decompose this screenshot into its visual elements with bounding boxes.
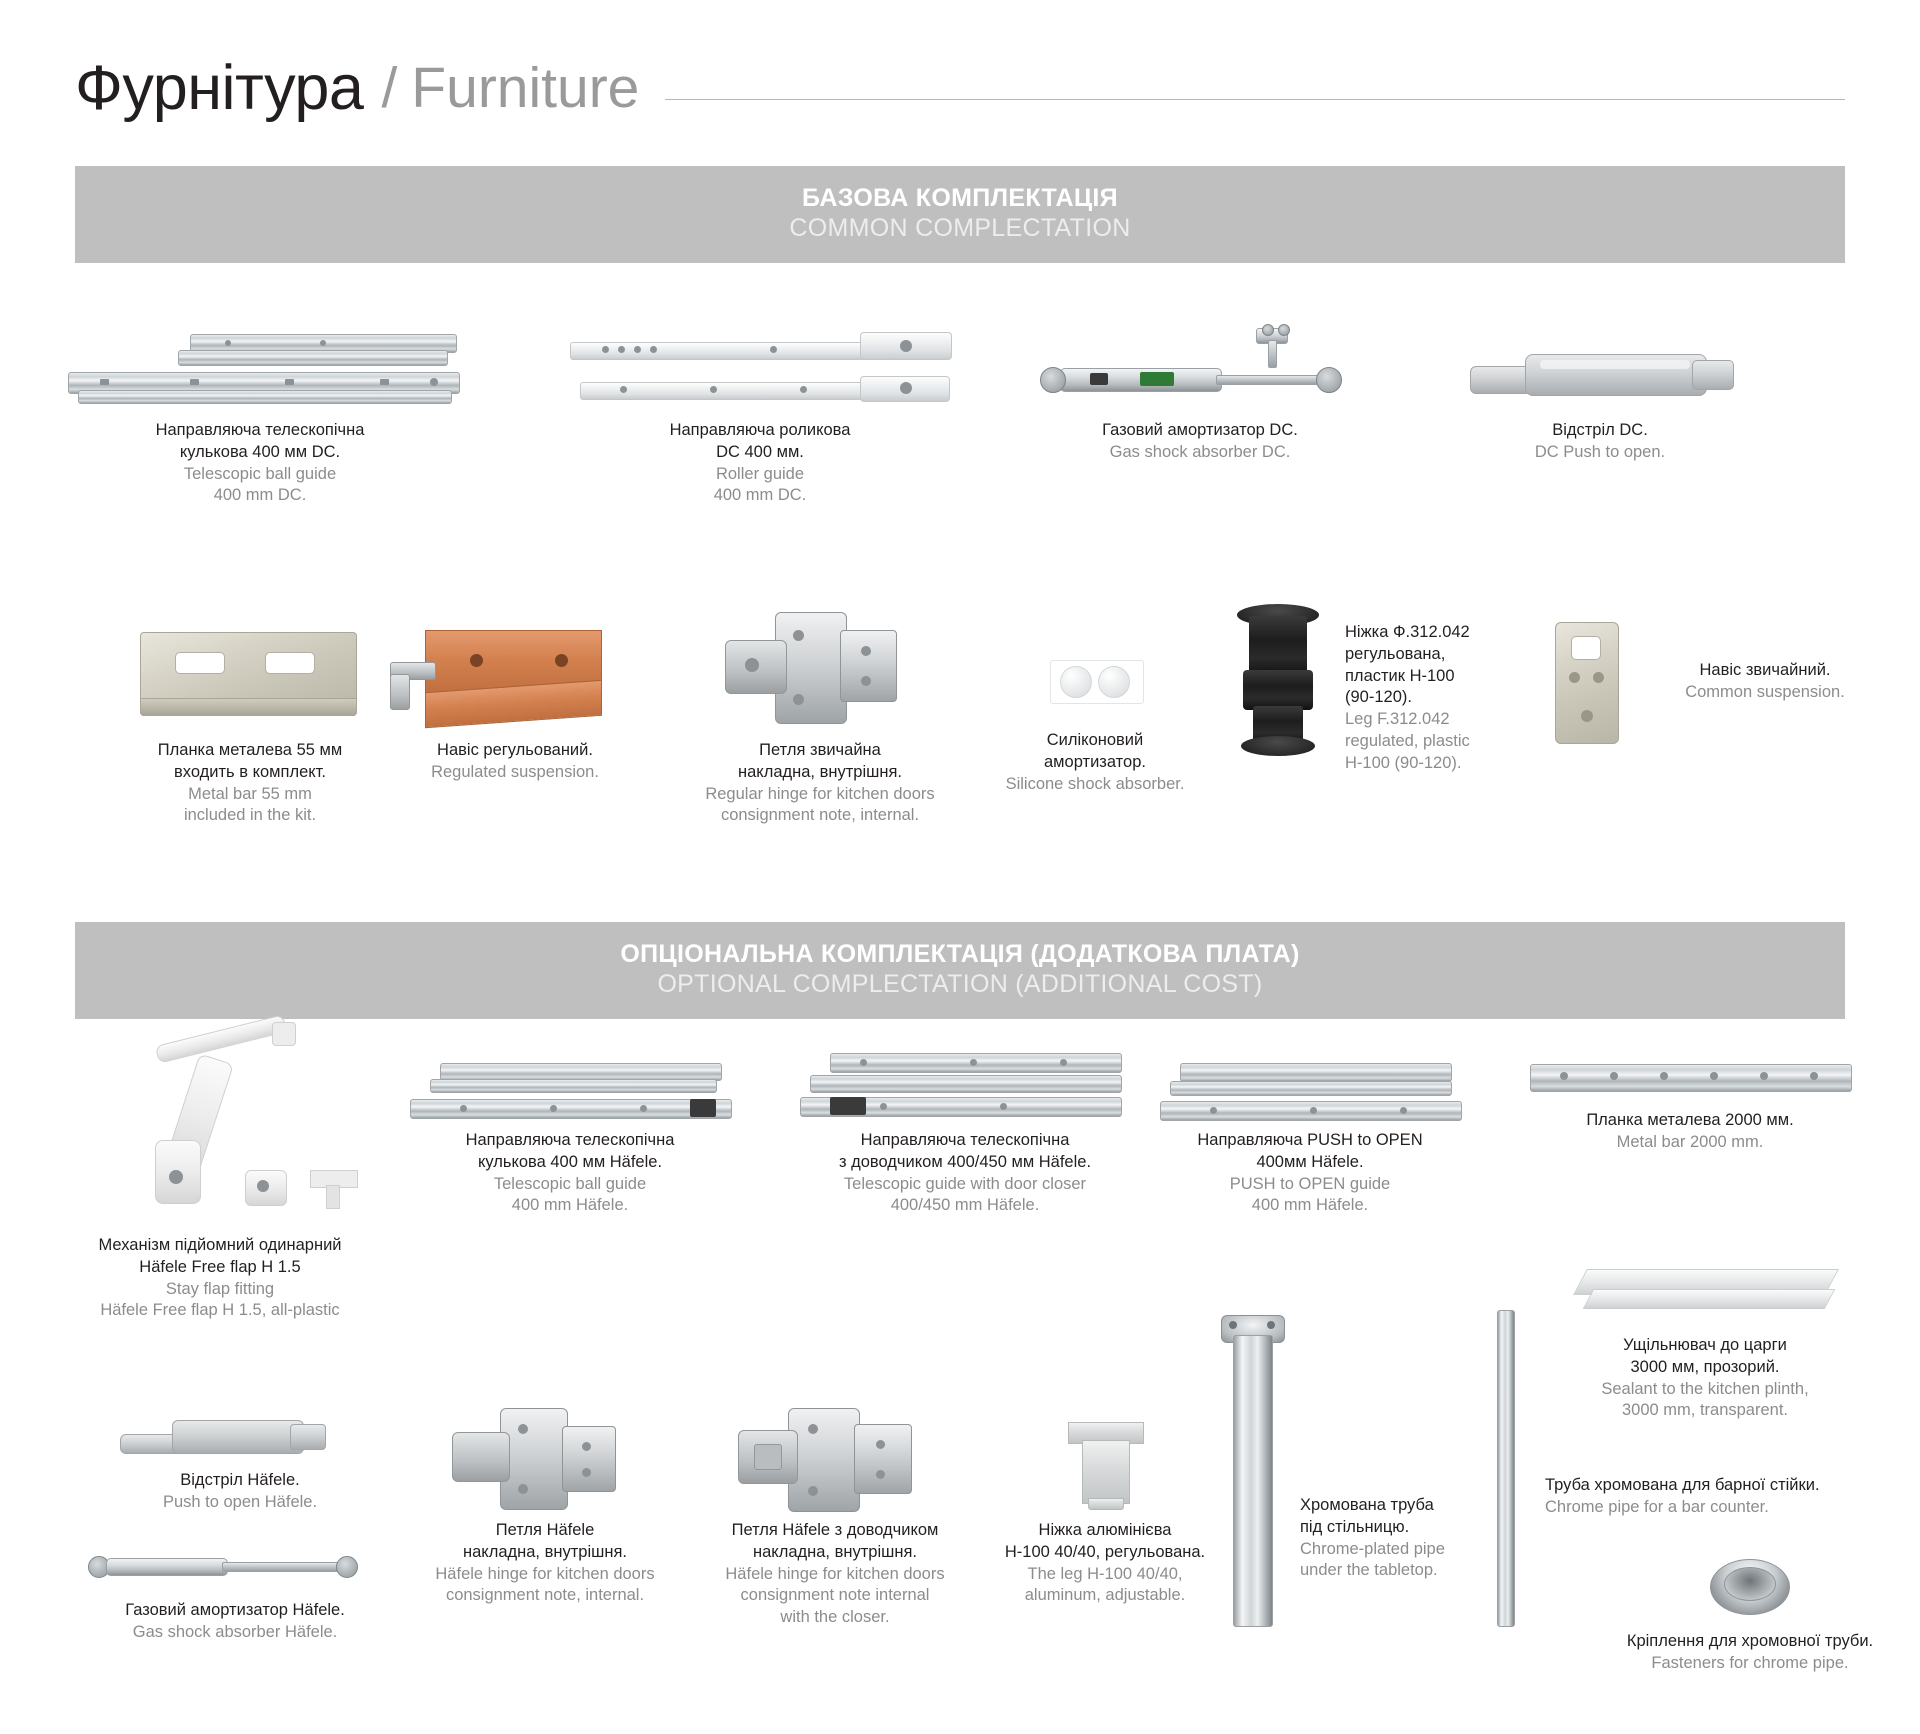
caption-line: кулькова 400 мм Häfele. xyxy=(477,1152,663,1171)
caption-line: Häfele Free flap H 1.5 xyxy=(139,1257,301,1276)
caption-line: Навіс звичайний. xyxy=(1699,661,1831,679)
title-divider xyxy=(665,99,1845,100)
caption-line: Fasteners for chrome pipe. xyxy=(1651,1653,1849,1672)
common-suspension-icon xyxy=(1525,610,1635,760)
caption-line: Sealant to the kitchen plinth, xyxy=(1601,1379,1809,1398)
caption-line: Metal bar 55 mm xyxy=(188,784,312,803)
caption-line: входить в комплект. xyxy=(174,762,326,781)
caption-regular-hinge xyxy=(665,740,975,827)
regulated-suspension-icon xyxy=(370,610,660,740)
caption-line: Труба хромована для барної стійки. xyxy=(1545,1476,1820,1494)
caption-line: Планка металева 55 мм xyxy=(157,741,343,759)
item-hafele-hinge-soft-close xyxy=(680,1400,990,1629)
caption-telescopic-ball-guide-400-dc xyxy=(60,420,460,507)
caption-line: накладна, внутрішня. xyxy=(738,762,902,781)
caption-line: Stay flap fitting xyxy=(165,1279,275,1298)
caption-push-to-open-guide-hafele xyxy=(1150,1130,1470,1217)
section-banner-common-en: COMMON COMPLECTATION xyxy=(789,213,1131,242)
caption-regulated-suspension xyxy=(370,740,660,784)
stay-flap-fitting-hafele-icon xyxy=(60,1020,380,1235)
item-telescopic-ball-guide-400-dc xyxy=(60,320,440,507)
hafele-hinge-soft-close-icon xyxy=(680,1400,990,1520)
caption-line: Common suspension. xyxy=(1685,682,1845,701)
caption-gas-shock-absorber-dc xyxy=(1020,420,1380,464)
caption-hafele-hinge-soft-close xyxy=(680,1520,990,1629)
caption-line: Ніжка Ф.312.042 xyxy=(1345,623,1470,641)
caption-line: накладна, внутрішня. xyxy=(753,1542,917,1561)
section-banner-optional-ua: ОПЦІОНАЛЬНА КОМПЛЕКТАЦІЯ (ДОДАТКОВА ПЛАТА) xyxy=(620,940,1300,968)
caption-line: з доводчиком 400/450 мм Häfele. xyxy=(838,1152,1092,1171)
item-push-to-open-hafele xyxy=(90,1400,390,1514)
caption-line: Направляюча PUSH to OPEN xyxy=(1197,1131,1423,1149)
item-stay-flap-fitting-hafele xyxy=(60,1020,380,1322)
caption-common-suspension xyxy=(1640,610,1890,704)
caption-hafele-hinge xyxy=(390,1520,700,1607)
caption-chrome-pipe-fastener xyxy=(1620,1631,1880,1675)
caption-line: Відстріл Häfele. xyxy=(180,1471,300,1489)
caption-line: Metal bar 2000 mm. xyxy=(1616,1132,1764,1151)
caption-line: Кріплення для хромовної труби. xyxy=(1626,1632,1874,1650)
page-title-separator: / xyxy=(381,56,398,120)
caption-line: Навіс регульований. xyxy=(437,741,593,759)
caption-line: Roller guide xyxy=(715,464,805,483)
item-metal-bar-55mm xyxy=(110,610,390,827)
caption-line: Ущільнювач до царги xyxy=(1623,1336,1787,1354)
caption-line: Häfele hinge for kitchen doors xyxy=(435,1564,655,1583)
caption-line: Направляюча телескопічна xyxy=(465,1131,675,1149)
caption-line: consignment note, internal. xyxy=(720,806,920,825)
caption-line: Направляюча телескопічна xyxy=(860,1131,1070,1149)
caption-line: (90-120). xyxy=(1345,688,1412,707)
caption-line: The leg H-100 40/40, xyxy=(1027,1564,1183,1583)
caption-line: Silicone shock absorber. xyxy=(1005,774,1185,793)
caption-stay-flap-fitting-hafele xyxy=(60,1235,380,1322)
caption-line: 400мм Häfele. xyxy=(1256,1152,1364,1171)
caption-line: Планка металева 2000 мм. xyxy=(1586,1111,1794,1129)
regular-hinge-icon xyxy=(665,600,975,740)
caption-line: PUSH to OPEN guide xyxy=(1229,1174,1391,1193)
caption-line: 400 mm Häfele. xyxy=(511,1196,629,1215)
item-roller-guide-400-dc xyxy=(560,320,960,507)
caption-line: Telescopic ball guide xyxy=(183,464,337,483)
caption-line: 400 mm DC. xyxy=(713,486,807,505)
item-telescopic-ball-guide-400-hafele xyxy=(400,1055,740,1217)
push-to-open-guide-hafele-icon xyxy=(1150,1055,1470,1130)
item-push-to-open-dc xyxy=(1430,320,1770,464)
caption-line: Regulated suspension. xyxy=(431,762,599,781)
caption-line: Петля звичайна xyxy=(759,741,881,759)
caption-line: 3000 mm, transparent. xyxy=(1622,1401,1788,1420)
item-chrome-pipe-fastener xyxy=(1620,1545,1880,1675)
gas-shock-absorber-dc-icon xyxy=(1020,320,1380,420)
caption-line: Gas shock absorber Häfele. xyxy=(132,1622,338,1641)
caption-line: H-100 (90-120). xyxy=(1345,753,1462,772)
caption-line: 400 mm Häfele. xyxy=(1251,1196,1369,1215)
item-gas-shock-absorber-hafele xyxy=(70,1540,400,1644)
caption-line: пластик H-100 xyxy=(1345,666,1455,685)
caption-silicone-shock-absorber xyxy=(970,730,1220,795)
caption-line: Telescopic guide with door closer xyxy=(843,1174,1087,1193)
caption-plastic-leg-h100 xyxy=(1345,600,1540,774)
push-to-open-dc-icon xyxy=(1430,320,1770,420)
caption-metal-bar-2000mm xyxy=(1520,1110,1860,1154)
caption-line: Газовий амортизатор DC. xyxy=(1102,421,1298,439)
caption-line: амортизатор. xyxy=(1044,752,1146,771)
caption-line: Направляюча роликова xyxy=(669,421,851,439)
item-regular-hinge xyxy=(665,600,975,827)
item-metal-bar-2000mm xyxy=(1520,1050,1860,1154)
caption-line: H-100 40/40, регульована. xyxy=(1004,1542,1206,1561)
telescopic-ball-guide-400-hafele-icon xyxy=(400,1055,740,1130)
caption-line: consignment note internal xyxy=(740,1586,930,1605)
caption-line: накладна, внутрішня. xyxy=(463,1542,627,1561)
caption-line: regulated, plastic xyxy=(1345,731,1470,750)
caption-line: DC 400 мм. xyxy=(716,442,804,461)
item-gas-shock-absorber-dc xyxy=(1020,320,1380,464)
caption-line: included in the kit. xyxy=(183,806,317,825)
section-banner-optional-en: OPTIONAL COMPLECTATION (ADDITIONAL COST) xyxy=(657,969,1263,998)
caption-line: Механізм підйомний одинарний xyxy=(98,1236,342,1254)
chrome-pipe-tabletop-icon xyxy=(1205,1305,1295,1635)
metal-bar-55mm-icon xyxy=(110,610,390,740)
caption-line: DC Push to open. xyxy=(1534,442,1666,461)
silicone-shock-absorber-icon xyxy=(970,640,1220,730)
caption-line: Силіконовий xyxy=(1046,731,1144,749)
caption-line: Häfele Free flap H 1.5, all-plastic xyxy=(100,1301,340,1320)
chrome-pipe-bar-counter-icon xyxy=(1475,1300,1535,1630)
caption-line: 3000 мм, прозорий. xyxy=(1630,1357,1780,1376)
caption-line: Петля Häfele xyxy=(495,1521,595,1539)
page-title-en: Furniture xyxy=(411,56,640,120)
item-regulated-suspension xyxy=(370,610,660,784)
caption-chrome-pipe-bar-counter xyxy=(1545,1300,1885,1519)
caption-line: Відстріл DC. xyxy=(1552,421,1648,439)
caption-line: Chrome-plated pipe xyxy=(1300,1539,1445,1558)
item-push-to-open-guide-hafele xyxy=(1150,1055,1470,1217)
caption-push-to-open-hafele xyxy=(90,1470,390,1514)
caption-line: Хромована труба xyxy=(1300,1496,1434,1514)
hafele-hinge-icon xyxy=(390,1400,700,1520)
caption-metal-bar-55mm xyxy=(110,740,390,827)
caption-line: Chrome pipe for a bar counter. xyxy=(1545,1497,1769,1516)
item-plastic-leg-h100 xyxy=(1210,600,1540,775)
caption-push-to-open-dc xyxy=(1430,420,1770,464)
caption-line: consignment note, internal. xyxy=(445,1586,645,1605)
item-common-suspension xyxy=(1520,610,1890,760)
roller-guide-400-dc-icon xyxy=(560,320,960,420)
page-title-ua: Фурнітура xyxy=(75,53,364,123)
push-to-open-hafele-icon xyxy=(90,1400,390,1470)
telescopic-guide-soft-close-hafele-icon xyxy=(790,1045,1140,1130)
metal-bar-2000mm-icon xyxy=(1520,1050,1860,1110)
caption-line: кулькова 400 мм DC. xyxy=(179,442,341,461)
caption-line: with the closer. xyxy=(780,1608,890,1627)
plastic-leg-h100-icon xyxy=(1213,600,1343,775)
caption-telescopic-guide-soft-close-hafele xyxy=(790,1130,1140,1217)
caption-line: Ніжка алюмінієва xyxy=(1038,1521,1172,1539)
telescopic-ball-guide-400-dc-icon xyxy=(60,320,460,420)
caption-line: Газовий амортизатор Häfele. xyxy=(125,1601,345,1619)
caption-line: Häfele hinge for kitchen doors xyxy=(725,1564,945,1583)
caption-line: under the tabletop. xyxy=(1300,1561,1438,1580)
item-silicone-shock-absorber xyxy=(970,640,1220,795)
item-telescopic-guide-soft-close-hafele xyxy=(790,1045,1140,1217)
section-banner-common xyxy=(75,166,1845,263)
caption-gas-shock-absorber-hafele xyxy=(70,1600,400,1644)
page-title xyxy=(75,0,1845,134)
caption-line: Петля Häfele з доводчиком xyxy=(731,1521,939,1539)
section-banner-optional xyxy=(75,922,1845,1019)
caption-line: Gas shock absorber DC. xyxy=(1109,442,1291,461)
caption-line: Направляюча телескопічна xyxy=(155,421,365,439)
caption-line: Push to open Häfele. xyxy=(162,1492,318,1511)
chrome-pipe-fastener-icon xyxy=(1620,1545,1880,1631)
item-hafele-hinge xyxy=(390,1400,700,1607)
caption-line: 400 mm DC. xyxy=(213,486,307,505)
caption-line: Leg F.312.042 xyxy=(1345,710,1450,729)
caption-line: Telescopic ball guide xyxy=(493,1174,647,1193)
caption-line: регульована, xyxy=(1345,644,1446,663)
caption-line: Regular hinge for kitchen doors xyxy=(705,784,935,803)
gas-shock-absorber-hafele-icon xyxy=(70,1540,400,1600)
caption-line: aluminum, adjustable. xyxy=(1024,1586,1186,1605)
caption-roller-guide-400-dc xyxy=(560,420,960,507)
caption-telescopic-ball-guide-400-hafele xyxy=(400,1130,740,1217)
section-banner-common-ua: БАЗОВА КОМПЛЕКТАЦІЯ xyxy=(802,184,1118,212)
caption-line: 400/450 mm Häfele. xyxy=(890,1196,1040,1215)
caption-line: під стільницю. xyxy=(1300,1517,1410,1536)
